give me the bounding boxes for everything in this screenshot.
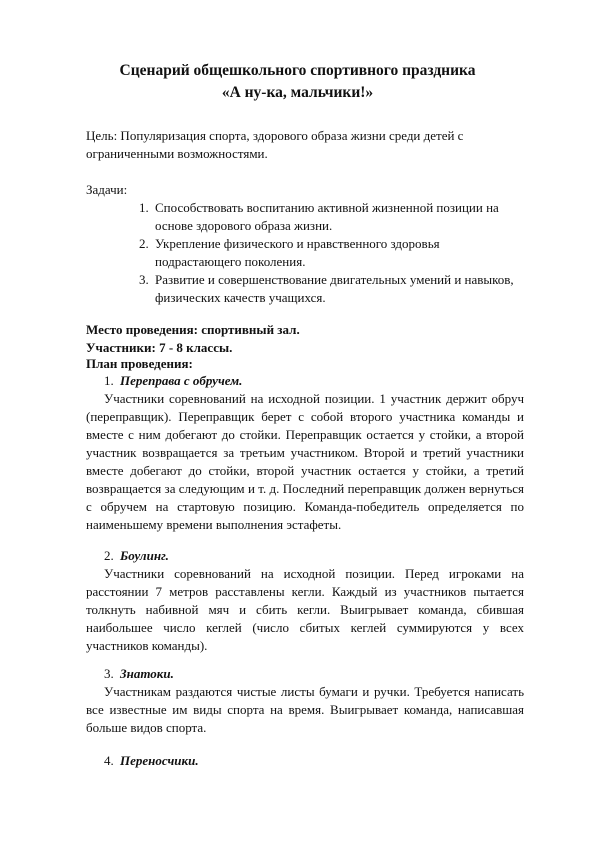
section-2-line-3: толкнуть набивной мяч и сбить кегли. Выигрывает команда, сбившая bbox=[86, 602, 524, 617]
section-1-line-5: вместе добегают до стойки, второй участник остается у стойки, а третий bbox=[86, 463, 524, 478]
section-2-line-1: Участники соревнований на исходной позиции. Перед игроками на bbox=[104, 566, 524, 581]
section-4-heading bbox=[104, 752, 199, 770]
plan-heading: План проведения: bbox=[86, 356, 193, 371]
section-2-heading bbox=[104, 547, 169, 565]
goal-line-2: ограниченными возможностями. bbox=[86, 146, 268, 161]
participants-line: Участники: 7 - 8 классы. bbox=[86, 340, 233, 355]
section-1-line-3: вместе с ним добегают до стойки. Переправщик остается у стойки, а второй bbox=[86, 427, 524, 442]
tasks-heading: Задачи: bbox=[86, 182, 128, 197]
section-1-line-6: возвращается за следующим и т. д. Последний переправщик должен вернуться bbox=[86, 481, 524, 496]
section-title: Боулинг. bbox=[120, 548, 169, 563]
page-title: Сценарий общешкольного спортивного праздника bbox=[119, 62, 476, 79]
page-subtitle: «А ну-ка, мальчики!» bbox=[221, 84, 374, 101]
task-number: 2. bbox=[139, 236, 149, 251]
section-number: 1. bbox=[104, 373, 114, 388]
section-1-line-4: участник возвращается за третьим участником. Второй и третий участники bbox=[86, 445, 524, 460]
section-2-line-5: участников команды). bbox=[86, 638, 208, 653]
task-item-3 bbox=[139, 271, 514, 289]
task-item-1-cont: основе здорового образа жизни. bbox=[155, 218, 333, 233]
section-3-line-1: Участникам раздаются чистые листы бумаги и ручки. Требуется написать bbox=[104, 684, 524, 699]
section-3-line-2: все известные им виды спорта на время. Выигрывает команда, написавшая bbox=[86, 702, 524, 717]
task-item-3-cont: физических качеств учащихся. bbox=[155, 290, 326, 305]
section-3-line-3: больше видов спорта. bbox=[86, 720, 207, 735]
section-1-line-8: наименьшему времени выполнения эстафеты. bbox=[86, 517, 342, 532]
section-number: 2. bbox=[104, 548, 114, 563]
task-item-2 bbox=[139, 235, 440, 253]
goal-line-1: Цель: Популяризация спорта, здорового образа жизни среди детей с bbox=[86, 128, 464, 143]
task-number: 1. bbox=[139, 200, 149, 215]
section-1-line-1: Участники соревнований на исходной позиции. 1 участник держит обруч bbox=[104, 391, 524, 406]
section-title: Переправа с обручем. bbox=[120, 373, 243, 388]
section-title: Знатоки. bbox=[120, 666, 174, 681]
section-number: 3. bbox=[104, 666, 114, 681]
task-item-1 bbox=[139, 199, 499, 217]
section-number: 4. bbox=[104, 753, 114, 768]
task-text: Укрепление физического и нравственного здоровья bbox=[155, 236, 440, 251]
task-item-2-cont: подрастающего поколения. bbox=[155, 254, 306, 269]
section-3-heading bbox=[104, 665, 174, 683]
section-2-line-4: наибольшее число кеглей (число сбитых кеглей суммируются у всех bbox=[86, 620, 524, 635]
task-text: Способствовать воспитанию активной жизненной позиции на bbox=[155, 200, 499, 215]
place-line: Место проведения: спортивный зал. bbox=[86, 322, 300, 337]
section-1-line-2: (переправщик). Переправщик берет с собой второго участника команды и bbox=[86, 409, 524, 424]
section-1-line-7: с обручем на стартовую позицию. Команда-победитель определяется по bbox=[86, 499, 524, 514]
task-text: Развитие и совершенствование двигательных умений и навыков, bbox=[155, 272, 514, 287]
section-1-heading bbox=[104, 372, 242, 390]
section-title: Переносчики. bbox=[120, 753, 199, 768]
section-2-line-2: расстоянии 7 метров расставлены кегли. Каждый из участников пытается bbox=[86, 584, 524, 599]
task-number: 3. bbox=[139, 272, 149, 287]
